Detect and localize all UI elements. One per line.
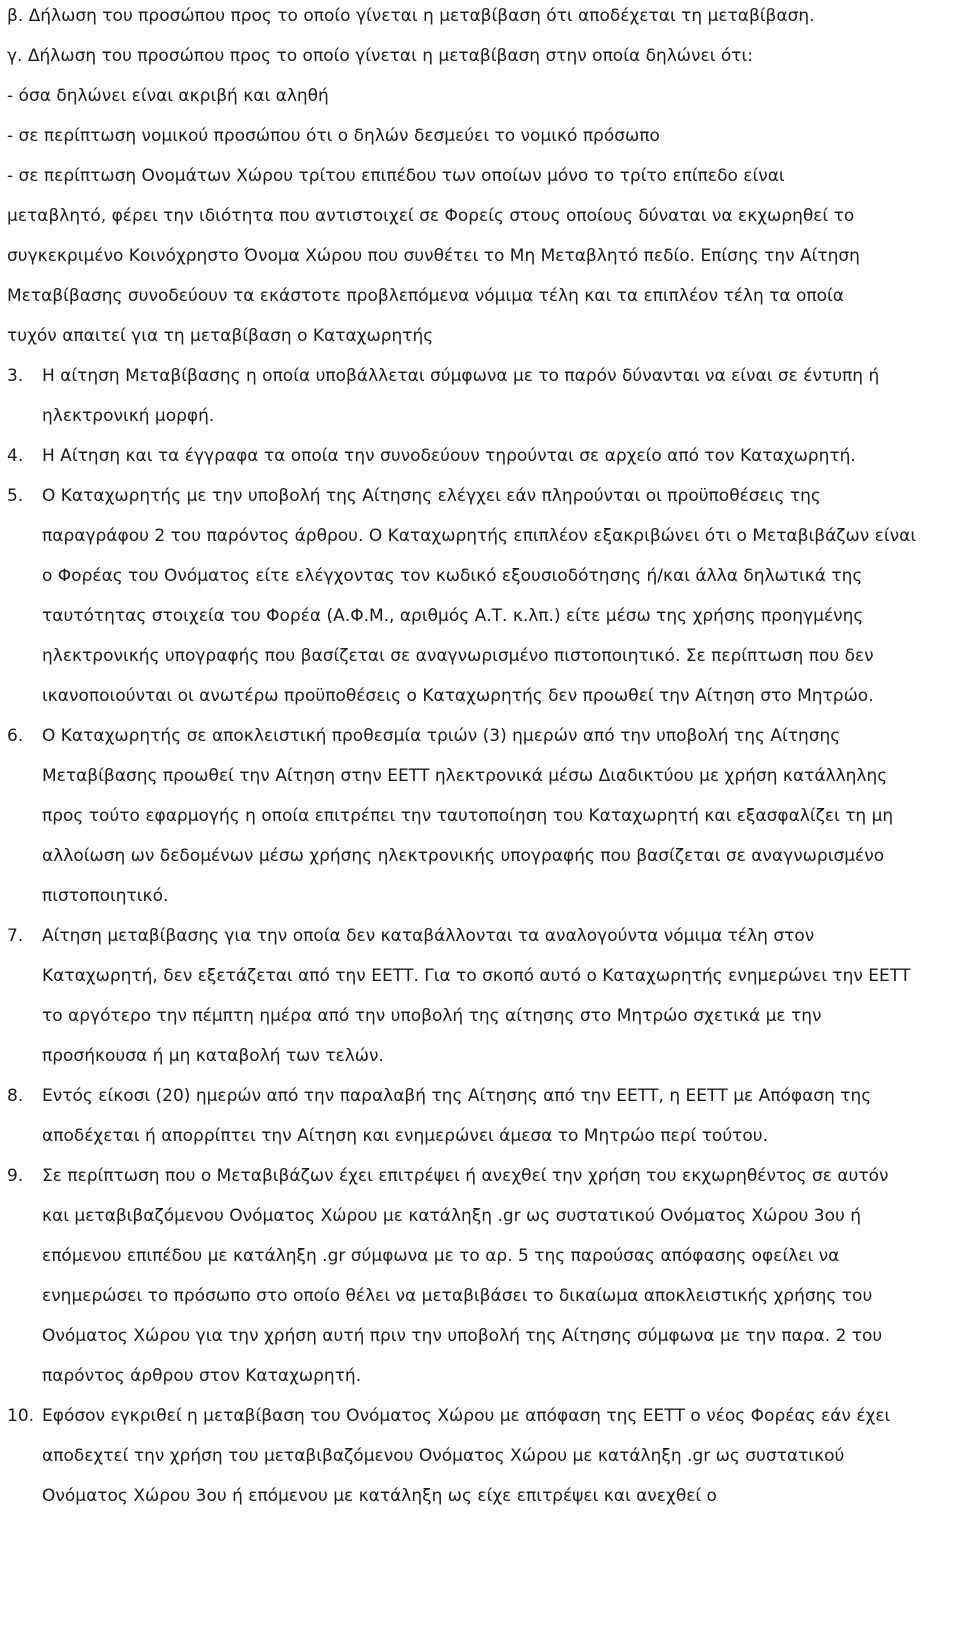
text-line: Καταχωρητή, δεν εξετάζεται από την ΕΕΤΤ. Για το σκοπό αυτό ο Καταχωρητής ενημερώνει την ΕΕΤΤ [42, 966, 911, 986]
list-item-number: 10. [7, 1406, 35, 1426]
text-line: παραγράφου 2 του παρόντος άρθρου. Ο Καταχωρητής επιπλέον εξακριβώνει ότι ο Μεταβιβάζων είναι [42, 526, 917, 546]
list-item-number: 6. [7, 726, 24, 746]
text-line: Ο Καταχωρητής με την υποβολή της Αίτησης ελέγχει εάν πληρούνται οι προϋποθέσεις της [42, 486, 821, 506]
text-line: αλλοίωση ων δεδομένων μέσω χρήσης ηλεκτρονικής υπογραφής που βασίζεται σε αναγνωρισμένο [42, 846, 885, 866]
list-item-number: 3. [7, 366, 24, 386]
text-line: αποδεχτεί την χρήση του μεταβιβαζόμενου Ονόματος Χώρου με κατάληξη .gr ως συστατικού [42, 1446, 845, 1466]
text-line: Μεταβίβασης συνοδεύουν τα εκάστοτε προβλεπόμενα νόμιμα τέλη και τα επιπλέον τέλη τα οποία [7, 286, 844, 306]
text-line: Εφόσον εγκριθεί η μεταβίβαση του Ονόματος Χώρου με απόφαση της ΕΕΤΤ ο νέος Φορέας εάν έχει [42, 1406, 891, 1426]
text-line: μεταβλητό, φέρει την ιδιότητα που αντιστοιχεί σε Φορείς στους οποίους δύναται να εκχωρηθεί το [7, 206, 855, 226]
text-line: Η Αίτηση και τα έγγραφα τα οποία την συνοδεύουν τηρούνται σε αρχείο από τον Καταχωρητή. [42, 446, 856, 466]
text-line: Ονόματος Χώρου για την χρήση αυτή πριν την υποβολή της Αίτησης σύμφωνα με την παρα. 2 του [42, 1326, 883, 1346]
text-line: ηλεκτρονικής υπογραφής που βασίζεται σε αναγνωρισμένο πιστοποιητικό. Σε περίπτωση που δεν [42, 646, 874, 666]
text-line: το αργότερο την πέμπτη ημέρα από την υποβολή της αίτησης στο Μητρώο σχετικά με την [42, 1006, 822, 1026]
text-line: ενημερώσει το πρόσωπο στο οποίο θέλει να μεταβιβάσει το δικαίωμα αποκλειστικής χρήσης του [42, 1286, 873, 1306]
list-item-number: 5. [7, 486, 24, 506]
text-line: ικανοποιούνται οι ανωτέρω προϋποθέσεις ο Καταχωρητής δεν προωθεί την Αίτηση στο Μητρώο. [42, 686, 874, 706]
text-line: Σε περίπτωση που ο Μεταβιβάζων έχει επιτρέψει ή ανεχθεί την χρήση του εκχωρηθέντος σε αυτόν [42, 1166, 889, 1186]
text-line: ο Φορέας του Ονόματος είτε ελέγχοντας τον κωδικό εξουσιοδότησης ή/και άλλα δηλωτικά της [42, 566, 863, 586]
list-item-number: 9. [7, 1166, 24, 1186]
text-line: προς τούτο εφαρμογής η οποία επιτρέπει την ταυτοποίηση του Καταχωρητή και εξασφαλίζει τη μη [42, 806, 894, 826]
text-line: ηλεκτρονική μορφή. [42, 406, 215, 426]
text-line: - σε περίπτωση νομικού προσώπου ότι ο δηλών δεσμεύει το νομικό πρόσωπο [7, 126, 660, 146]
list-item-number: 7. [7, 926, 24, 946]
list-item-number: 8. [7, 1086, 24, 1106]
text-line: και μεταβιβαζόμενου Ονόματος Χώρου με κατάληξη .gr ως συστατικού Ονόματος Χώρου 3ου ή [42, 1206, 862, 1226]
text-line: τυχόν απαιτεί για τη μεταβίβαση ο Καταχωρητής [7, 326, 434, 346]
text-line: - όσα δηλώνει είναι ακριβή και αληθή [7, 86, 329, 106]
text-line: επόμενου επιπέδου με κατάληξη .gr σύμφωνα με το αρ. 5 της παρούσας απόφασης οφείλει να [42, 1246, 840, 1266]
text-line: Η αίτηση Μεταβίβασης η οποία υποβάλλεται σύμφωνα με το παρόν δύνανται να είναι σε έντυπη ή [42, 366, 880, 386]
text-line: προσήκουσα ή μη καταβολή των τελών. [42, 1046, 384, 1066]
text-line: πιστοποιητικό. [42, 886, 169, 906]
text-line: Ο Καταχωρητής σε αποκλειστική προθεσμία τριών (3) ημερών από την υποβολή της Αίτησης [42, 726, 841, 746]
text-line: συγκεκριμένο Κοινόχρηστο Όνομα Χώρου που συνθέτει το Μη Μεταβλητό πεδίο. Επίσης την Αίτηση [7, 246, 860, 266]
text-line: - σε περίπτωση Ονομάτων Χώρου τρίτου επιπέδου των οποίων μόνο το τρίτο επίπεδο είναι [7, 166, 785, 186]
list-item-number: 4. [7, 446, 24, 466]
text-line: παρόντος άρθρου στον Καταχωρητή. [42, 1366, 362, 1386]
text-line: β. Δήλωση του προσώπου προς το οποίο γίνεται η μεταβίβαση ότι αποδέχεται τη μεταβίβαση. [7, 6, 815, 26]
text-line: Εντός είκοσι (20) ημερών από την παραλαβή της Αίτησης από την ΕΕΤΤ, η ΕΕΤΤ με Απόφαση της [42, 1086, 872, 1106]
text-line: γ. Δήλωση του προσώπου προς το οποίο γίνεται η μεταβίβαση στην οποία δηλώνει ότι: [7, 46, 753, 66]
text-line: ταυτότητας στοιχεία του Φορέα (Α.Φ.Μ., αριθμός Α.Τ. κ.λπ.) είτε μέσω της χρήσης προηγμένης [42, 606, 864, 626]
text-line: Ονόματος Χώρου 3ου ή επόμενου με κατάληξη ως είχε επιτρέψει και ανεχθεί ο [42, 1486, 717, 1506]
text-line: Μεταβίβασης προωθεί την Αίτηση στην ΕΕΤΤ ηλεκτρονικά μέσω Διαδικτύου με χρήση κατάλληλης [42, 766, 888, 786]
text-line: Αίτηση μεταβίβασης για την οποία δεν καταβάλλονται τα αναλογούντα νόμιμα τέλη στον [42, 926, 815, 946]
text-line: αποδέχεται ή απορρίπτει την Αίτηση και ενημερώνει άμεσα το Μητρώο περί τούτου. [42, 1126, 769, 1146]
